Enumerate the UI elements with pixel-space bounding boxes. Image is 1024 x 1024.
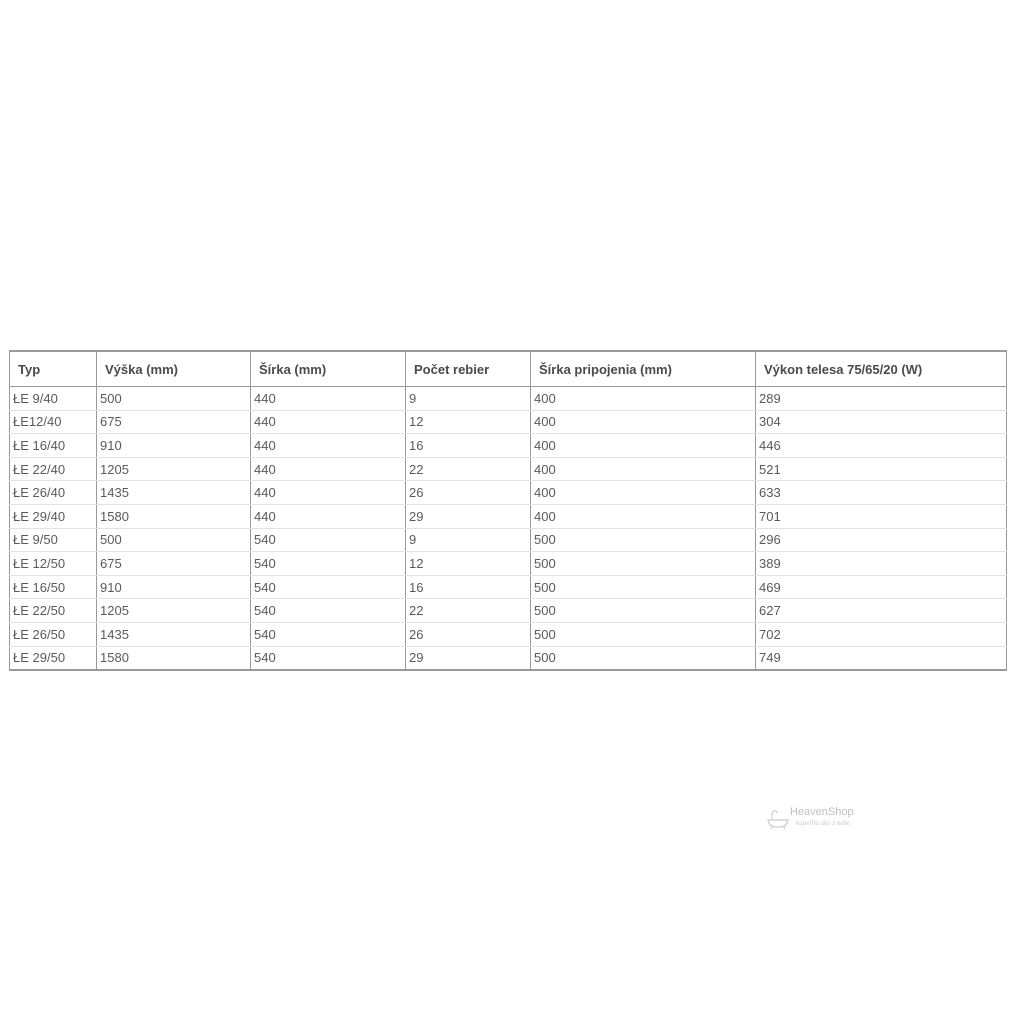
cell-vyska: 1205 bbox=[97, 457, 251, 481]
cell-sirka: 440 bbox=[251, 457, 406, 481]
cell-sirka: 540 bbox=[251, 622, 406, 646]
cell-vykon: 289 bbox=[756, 387, 1007, 411]
cell-sirka-pripojenia: 500 bbox=[531, 552, 756, 576]
watermark-brand: HeavenShop bbox=[790, 806, 854, 818]
header-sirka: Šírka (mm) bbox=[251, 351, 406, 387]
cell-sirka-pripojenia: 400 bbox=[531, 481, 756, 505]
cell-pocet-rebier: 26 bbox=[406, 622, 531, 646]
heavenshop-watermark bbox=[766, 806, 886, 832]
cell-vykon: 627 bbox=[756, 599, 1007, 623]
cell-typ: ŁE 22/50 bbox=[10, 599, 97, 623]
cell-sirka: 540 bbox=[251, 599, 406, 623]
cell-vykon: 446 bbox=[756, 434, 1007, 458]
cell-vyska: 910 bbox=[97, 575, 251, 599]
cell-sirka: 440 bbox=[251, 481, 406, 505]
cell-sirka-pripojenia: 400 bbox=[531, 434, 756, 458]
table-row bbox=[10, 528, 1007, 552]
cell-vyska: 1580 bbox=[97, 646, 251, 670]
cell-vykon: 521 bbox=[756, 457, 1007, 481]
cell-sirka-pripojenia: 500 bbox=[531, 599, 756, 623]
header-vyska: Výška (mm) bbox=[97, 351, 251, 387]
table-row bbox=[10, 599, 1007, 623]
cell-typ: ŁE 16/50 bbox=[10, 575, 97, 599]
cell-vykon: 304 bbox=[756, 410, 1007, 434]
cell-sirka-pripojenia: 500 bbox=[531, 622, 756, 646]
cell-typ: ŁE 9/50 bbox=[10, 528, 97, 552]
table-row bbox=[10, 457, 1007, 481]
cell-vykon: 749 bbox=[756, 646, 1007, 670]
cell-pocet-rebier: 9 bbox=[406, 387, 531, 411]
table-row bbox=[10, 434, 1007, 458]
cell-sirka: 540 bbox=[251, 575, 406, 599]
cell-sirka: 440 bbox=[251, 387, 406, 411]
cell-sirka-pripojenia: 400 bbox=[531, 387, 756, 411]
cell-sirka-pripojenia: 400 bbox=[531, 504, 756, 528]
cell-typ: ŁE 26/50 bbox=[10, 622, 97, 646]
cell-typ: ŁE12/40 bbox=[10, 410, 97, 434]
table-row bbox=[10, 575, 1007, 599]
cell-sirka-pripojenia: 400 bbox=[531, 457, 756, 481]
cell-vyska: 1205 bbox=[97, 599, 251, 623]
cell-typ: ŁE 26/40 bbox=[10, 481, 97, 505]
cell-pocet-rebier: 12 bbox=[406, 410, 531, 434]
cell-vyska: 910 bbox=[97, 434, 251, 458]
cell-pocet-rebier: 29 bbox=[406, 504, 531, 528]
cell-vykon: 633 bbox=[756, 481, 1007, 505]
table-row bbox=[10, 481, 1007, 505]
table-row bbox=[10, 646, 1007, 670]
cell-vykon: 296 bbox=[756, 528, 1007, 552]
cell-typ: ŁE 9/40 bbox=[10, 387, 97, 411]
cell-pocet-rebier: 26 bbox=[406, 481, 531, 505]
cell-vyska: 675 bbox=[97, 552, 251, 576]
cell-pocet-rebier: 29 bbox=[406, 646, 531, 670]
cell-vykon: 469 bbox=[756, 575, 1007, 599]
cell-sirka-pripojenia: 500 bbox=[531, 575, 756, 599]
table-header-row bbox=[10, 351, 1007, 387]
header-vykon: Výkon telesa 75/65/20 (W) bbox=[756, 351, 1007, 387]
cell-vyska: 1435 bbox=[97, 622, 251, 646]
table-row bbox=[10, 387, 1007, 411]
cell-typ: ŁE 12/50 bbox=[10, 552, 97, 576]
cell-sirka-pripojenia: 500 bbox=[531, 528, 756, 552]
cell-sirka-pripojenia: 400 bbox=[531, 410, 756, 434]
cell-typ: ŁE 16/40 bbox=[10, 434, 97, 458]
cell-sirka: 540 bbox=[251, 646, 406, 670]
cell-pocet-rebier: 16 bbox=[406, 575, 531, 599]
header-pocet-rebier: Počet rebier bbox=[406, 351, 531, 387]
cell-typ: ŁE 22/40 bbox=[10, 457, 97, 481]
cell-vykon: 389 bbox=[756, 552, 1007, 576]
table-row bbox=[10, 410, 1007, 434]
cell-sirka: 440 bbox=[251, 410, 406, 434]
cell-vykon: 701 bbox=[756, 504, 1007, 528]
table-row bbox=[10, 504, 1007, 528]
bathtub-logo-icon bbox=[766, 808, 792, 830]
cell-sirka: 540 bbox=[251, 528, 406, 552]
header-typ: Typ bbox=[10, 351, 97, 387]
cell-vyska: 500 bbox=[97, 528, 251, 552]
cell-pocet-rebier: 22 bbox=[406, 599, 531, 623]
cell-typ: ŁE 29/40 bbox=[10, 504, 97, 528]
cell-typ: ŁE 29/50 bbox=[10, 646, 97, 670]
cell-vyska: 500 bbox=[97, 387, 251, 411]
cell-pocet-rebier: 16 bbox=[406, 434, 531, 458]
table-row bbox=[10, 622, 1007, 646]
watermark-tagline: kúpeľňa ako z nebe bbox=[796, 819, 851, 827]
cell-vyska: 1580 bbox=[97, 504, 251, 528]
cell-sirka-pripojenia: 500 bbox=[531, 646, 756, 670]
radiator-spec-table bbox=[9, 350, 1007, 671]
cell-vykon: 702 bbox=[756, 622, 1007, 646]
cell-sirka: 440 bbox=[251, 504, 406, 528]
cell-vyska: 675 bbox=[97, 410, 251, 434]
cell-pocet-rebier: 22 bbox=[406, 457, 531, 481]
cell-sirka: 440 bbox=[251, 434, 406, 458]
cell-sirka: 540 bbox=[251, 552, 406, 576]
cell-pocet-rebier: 12 bbox=[406, 552, 531, 576]
header-sirka-pripojenia: Šírka pripojenia (mm) bbox=[531, 351, 756, 387]
cell-pocet-rebier: 9 bbox=[406, 528, 531, 552]
table-body bbox=[10, 387, 1007, 671]
cell-vyska: 1435 bbox=[97, 481, 251, 505]
table-row bbox=[10, 552, 1007, 576]
